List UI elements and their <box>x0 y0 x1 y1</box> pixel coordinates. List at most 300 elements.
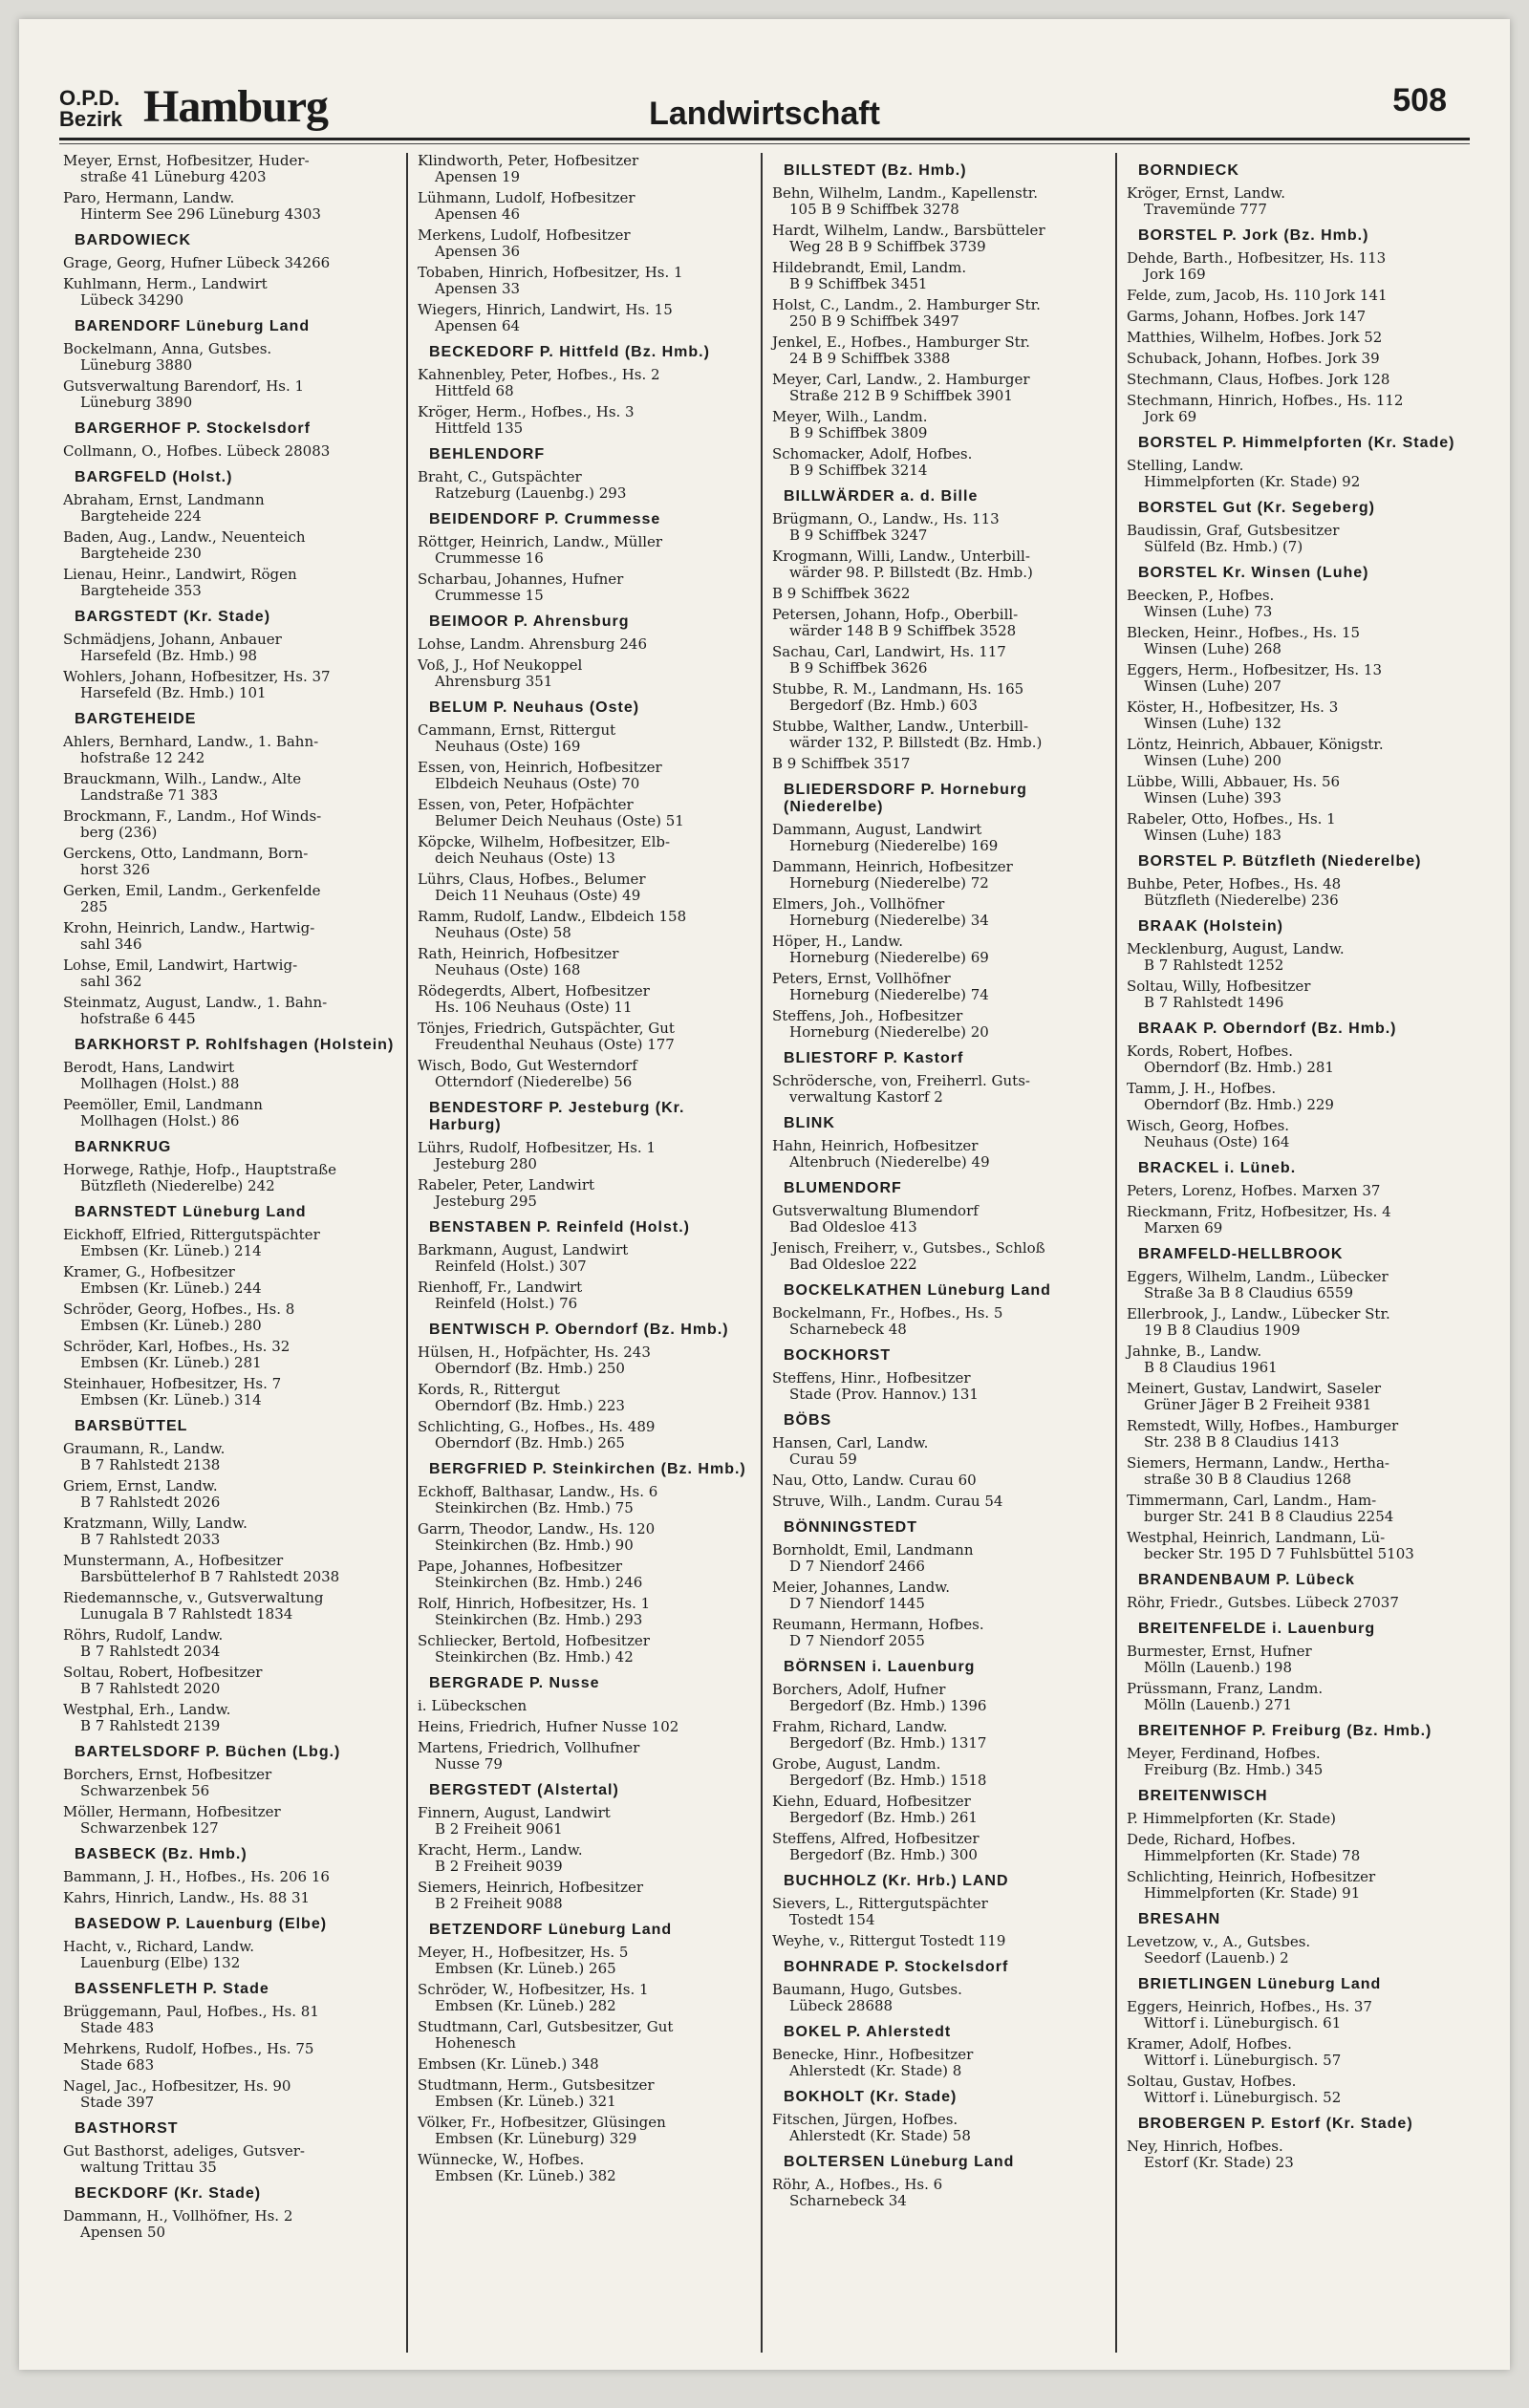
entry-name: Steffens, Alfred, Hofbesitzer <box>772 1830 980 1847</box>
entry-name: Stubbe, R. M., Landmann, Hs. 165 <box>772 680 1024 698</box>
list-item <box>418 1484 751 1516</box>
entry-detail: B 9 Schiffbek 3214 <box>789 462 928 479</box>
list-item <box>772 2047 1106 2079</box>
entry-detail: wärder 148 B 9 Schiffbek 3528 <box>789 622 1017 639</box>
entry-name: Scharbau, Johannes, Hufner <box>418 570 624 588</box>
entry-detail: Lübeck 34290 <box>80 291 184 309</box>
list-item <box>418 265 751 297</box>
place-heading: BARNKRUG <box>75 1139 172 1155</box>
entry-detail: 285 <box>80 898 108 915</box>
list-item <box>418 2115 751 2147</box>
entry-name: Stechmann, Claus, Hofbes. Jork 128 <box>1127 371 1390 388</box>
entry-name: Dede, Richard, Hofbes. <box>1127 1831 1296 1848</box>
list-item <box>418 2056 751 2073</box>
place-heading: BLUMENDORF <box>784 1180 902 1196</box>
entry-name: Steinmatz, August, Landw., 1. Bahn- <box>63 994 328 1011</box>
list-item <box>418 636 751 653</box>
place-heading: BEHLENDORF <box>429 446 546 462</box>
entry-name: Ellerbrook, J., Landw., Lübecker Str. <box>1127 1305 1390 1322</box>
entry-name: Kiehn, Eduard, Hofbesitzer <box>772 1793 971 1810</box>
list-item <box>1127 1306 1460 1339</box>
list-item <box>772 1138 1106 1171</box>
entry-name: Mecklenburg, August, Landw. <box>1127 940 1345 957</box>
entry-detail: Oberndorf (Bz. Hmb.) 223 <box>435 1397 625 1414</box>
entry-name: Gutsverwaltung Barendorf, Hs. 1 <box>63 377 305 395</box>
entry-name: Meyer, Wilh., Landm. <box>772 408 928 425</box>
entry-detail: Apensen 50 <box>80 2224 166 2241</box>
entry-name: Kramer, G., Hofbesitzer <box>63 1263 235 1280</box>
entry-name: Dammann, H., Vollhöfner, Hs. 2 <box>63 2207 293 2225</box>
place-heading: BRACKEL i. Lüneb. <box>1138 1160 1297 1176</box>
list-item <box>418 1805 751 1838</box>
list-item <box>1127 330 1460 346</box>
entry-detail: Embsen (Kr. Lüneb.) 282 <box>435 1997 616 2014</box>
list-item <box>63 341 397 374</box>
entry-name: Jahnke, B., Landw. <box>1127 1343 1262 1360</box>
list-item <box>1127 1269 1460 1301</box>
entry-detail: Apensen 19 <box>435 168 521 185</box>
list-item <box>63 1060 397 1092</box>
list-item <box>1127 185 1460 218</box>
list-item <box>418 1982 751 2014</box>
entry-detail: 250 B 9 Schiffbek 3497 <box>789 312 959 330</box>
entry-detail: Bargteheide 353 <box>80 582 202 599</box>
place-heading: BECKDORF (Kr. Stade) <box>75 2185 262 2202</box>
list-item <box>772 1494 1106 1510</box>
list-item <box>1127 309 1460 325</box>
entry-detail: Horneburg (Niederelbe) 20 <box>789 1023 989 1041</box>
entry-detail: Curau 59 <box>789 1451 857 1468</box>
entry-name: Klindworth, Peter, Hofbesitzer <box>418 153 639 169</box>
list-item <box>772 1580 1106 1612</box>
place-heading: BERGRADE P. Nusse <box>429 1675 600 1691</box>
entry-name: Eggers, Heinrich, Hofbes., Hs. 37 <box>1127 1998 1372 2015</box>
place-heading: BEIMOOR P. Ahrensburg <box>429 613 630 630</box>
entry-name: Kahrs, Hinrich, Landw., Hs. 88 31 <box>63 1889 311 1906</box>
entry-detail: Reinfeld (Holst.) 307 <box>435 1258 587 1275</box>
place-heading: BECKEDORF P. Hittfeld (Bz. Hmb.) <box>429 344 710 360</box>
list-item <box>772 1542 1106 1575</box>
entry-name: Völker, Fr., Hofbesitzer, Glüsingen <box>418 2114 666 2131</box>
list-item <box>418 1419 751 1451</box>
entry-detail: Ahlerstedt (Kr. Stade) 58 <box>789 2127 971 2144</box>
list-item <box>1127 662 1460 695</box>
entry-detail: Winsen (Luhe) 132 <box>1144 715 1281 732</box>
entry-detail: straße 41 Lüneburg 4203 <box>80 168 267 185</box>
entry-name: Schröder, Karl, Hofbes., Hs. 32 <box>63 1338 291 1355</box>
list-item <box>772 223 1106 255</box>
list-item <box>772 2112 1106 2144</box>
entry-name: Hansen, Carl, Landw. <box>772 1434 929 1451</box>
entry-name: Schröder, Georg, Hofbes., Hs. 8 <box>63 1301 295 1318</box>
entry-name: Wiegers, Hinrich, Landwirt, Hs. 15 <box>418 301 673 318</box>
entry-name: Meyer, Carl, Landw., 2. Hamburger <box>772 371 1030 388</box>
entry-detail: Embsen (Kr. Lüneb.) 314 <box>80 1391 262 1408</box>
entry-name: Essen, von, Peter, Hofpächter <box>418 796 634 813</box>
entry-name: Mehrkens, Rudolf, Hofbes., Hs. 75 <box>63 2040 314 2057</box>
place-heading: BORSTEL Kr. Winsen (Luhe) <box>1138 565 1369 581</box>
entry-name: Lohse, Landm. Ahrensburg 246 <box>418 635 648 653</box>
entry-name: Peemöller, Emil, Landmann <box>63 1096 263 1113</box>
list-item <box>772 681 1106 714</box>
entry-detail: Straße 212 B 9 Schiffbek 3901 <box>789 387 1013 404</box>
entry-detail: Estorf (Kr. Stade) 23 <box>1144 2154 1294 2171</box>
entry-name: Schliecker, Bertold, Hofbesitzer <box>418 1632 650 1649</box>
entry-detail: Lüneburg 3880 <box>80 356 193 374</box>
column-4 <box>1115 153 1470 2353</box>
list-item <box>63 1162 397 1194</box>
list-item <box>1127 2074 1460 2106</box>
entry-detail: Winsen (Luhe) 268 <box>1144 640 1281 657</box>
place-heading: BORSTEL P. Jork (Bz. Hmb.) <box>1138 227 1369 244</box>
list-item <box>418 190 751 223</box>
place-heading: BOCKHORST <box>784 1347 892 1364</box>
entry-name: Voß, J., Hof Neukoppel <box>418 656 583 674</box>
entry-detail: Jesteburg 280 <box>435 1155 537 1172</box>
entry-detail: Oberndorf (Bz. Hmb.) 265 <box>435 1434 625 1451</box>
entry-name: Petersen, Johann, Hofp., Oberbill- <box>772 606 1019 623</box>
entry-name: Meinert, Gustav, Landwirt, Saseler <box>1127 1380 1382 1397</box>
list-item <box>772 1982 1106 2014</box>
entry-name: Berodt, Hans, Landwirt <box>63 1059 235 1076</box>
list-item <box>772 1831 1106 1863</box>
entry-detail: wärder 98. P. Billstedt (Bz. Hmb.) <box>789 564 1033 581</box>
entry-name: Bammann, J. H., Hofbes., Hs. 206 16 <box>63 1868 330 1885</box>
list-item <box>772 1305 1106 1338</box>
entry-name: Schlichting, Heinrich, Hofbesitzer <box>1127 1868 1376 1885</box>
list-item <box>63 1804 397 1837</box>
entry-name: Pape, Johannes, Hofbesitzer <box>418 1558 623 1575</box>
entry-name: Soltau, Willy, Hofbesitzer <box>1127 978 1311 995</box>
list-item <box>63 808 397 841</box>
entry-name: i. Lübeckschen <box>418 1697 528 1714</box>
entry-detail: Harsefeld (Bz. Hmb.) 98 <box>80 647 258 664</box>
entry-name: Matthies, Wilhelm, Hofbes. Jork 52 <box>1127 329 1383 346</box>
entry-detail: B 2 Freiheit 9088 <box>435 1895 563 1912</box>
entry-detail: Stade (Prov. Hannov.) 131 <box>789 1386 979 1403</box>
entry-detail: Travemünde 777 <box>1144 201 1267 218</box>
entry-name: Kords, Robert, Hofbes. <box>1127 1043 1293 1060</box>
list-item <box>418 871 751 904</box>
list-item <box>772 1617 1106 1649</box>
list-item <box>772 1473 1106 1489</box>
list-item <box>1127 1204 1460 1236</box>
list-item <box>1127 1746 1460 1778</box>
entry-name: Rienhoff, Fr., Landwirt <box>418 1279 583 1296</box>
list-item <box>1127 1381 1460 1413</box>
entry-name: Steffens, Joh., Hofbesitzer <box>772 1007 963 1024</box>
entry-detail: Himmelpforten (Kr. Stade) 92 <box>1144 473 1361 490</box>
entry-name: Weyhe, v., Rittergut Tostedt 119 <box>772 1932 1006 1949</box>
list-item <box>1127 1344 1460 1376</box>
entry-detail: Stade 483 <box>80 2019 155 2036</box>
entry-name: Borchers, Adolf, Hufner <box>772 1681 946 1698</box>
entry-name: Röhr, Friedr., Gutsbes. Lübeck 27037 <box>1127 1594 1399 1611</box>
place-heading: BASSENFLETH P. Stade <box>75 1981 269 1997</box>
entry-name: Behn, Wilhelm, Landm., Kapellenstr. <box>772 184 1039 202</box>
entry-detail: 19 B 8 Claudius 1909 <box>1144 1322 1301 1339</box>
list-item <box>63 567 397 599</box>
list-item <box>63 2004 397 2036</box>
list-item <box>418 404 751 437</box>
list-item <box>63 957 397 990</box>
list-item <box>418 2019 751 2052</box>
entry-name: Rieckmann, Fritz, Hofbesitzer, Hs. 4 <box>1127 1203 1391 1220</box>
list-item <box>772 756 1106 772</box>
entry-name: Griem, Ernst, Landw. <box>63 1477 218 1494</box>
entry-name: Embsen (Kr. Lüneb.) 348 <box>418 2055 599 2073</box>
entry-detail: B 9 Schiffbek 3247 <box>789 527 928 544</box>
place-heading: BARSBÜTTEL <box>75 1418 188 1434</box>
entry-detail: Winsen (Luhe) 200 <box>1144 752 1281 769</box>
entry-detail: Horneburg (Niederelbe) 72 <box>789 874 989 892</box>
entry-detail: Bergedorf (Bz. Hmb.) 261 <box>789 1809 978 1826</box>
list-item <box>63 1767 397 1799</box>
entry-name: Meyer, H., Hofbesitzer, Hs. 5 <box>418 1944 629 1961</box>
place-heading: BRIETLINGEN Lüneburg Land <box>1138 1976 1382 1992</box>
list-item <box>418 1521 751 1554</box>
entry-detail: Steinkirchen (Bz. Hmb.) 75 <box>435 1499 634 1516</box>
entry-name: B 9 Schiffbek 3622 <box>772 585 911 602</box>
entry-detail: Elbdeich Neuhaus (Oste) 70 <box>435 775 640 792</box>
column-1 <box>59 153 406 2353</box>
entry-name: Garrn, Theodor, Landw., Hs. 120 <box>418 1520 656 1537</box>
entry-name: Elmers, Joh., Vollhöfner <box>772 895 945 913</box>
entry-name: Schrödersche, von, Freiherrl. Guts- <box>772 1072 1030 1089</box>
list-item <box>1127 372 1460 388</box>
entry-detail: B 7 Rahlstedt 2139 <box>80 1717 221 1734</box>
entry-name: Braht, C., Gutspächter <box>418 468 582 485</box>
entry-detail: Mölln (Lauenb.) 271 <box>1144 1696 1292 1713</box>
entry-name: Buhbe, Peter, Hofbes., Hs. 48 <box>1127 875 1342 892</box>
list-item <box>1127 941 1460 974</box>
entry-detail: Bergedorf (Bz. Hmb.) 1317 <box>789 1734 987 1752</box>
place-heading: BARTELSDORF P. Büchen (Lbg.) <box>75 1744 341 1760</box>
place-heading: BUCHHOLZ (Kr. Hrb.) LAND <box>784 1873 1009 1889</box>
list-item <box>1127 811 1460 844</box>
place-heading: BERGFRIED P. Steinkirchen (Bz. Hmb.) <box>429 1461 746 1477</box>
list-item <box>772 297 1106 330</box>
list-item <box>1127 1493 1460 1525</box>
place-heading: BELUM P. Neuhaus (Oste) <box>429 699 640 716</box>
entry-detail: straße 30 B 8 Claudius 1268 <box>1144 1471 1352 1488</box>
entry-detail: B 7 Rahlstedt 1252 <box>1144 957 1284 974</box>
entry-detail: Neuhaus (Oste) 58 <box>435 924 571 941</box>
entry-detail: Embsen (Kr. Lüneb.) 280 <box>80 1317 262 1334</box>
list-item <box>418 469 751 502</box>
header-rule <box>59 138 1470 140</box>
list-item <box>1127 1043 1460 1076</box>
list-item <box>1127 1418 1460 1451</box>
entry-detail: Winsen (Luhe) 73 <box>1144 603 1273 620</box>
list-item <box>772 1719 1106 1752</box>
entry-detail: Embsen (Kr. Lüneburg) 329 <box>435 2130 637 2147</box>
entry-name: Löntz, Heinrich, Abbauer, Königstr. <box>1127 736 1384 753</box>
entry-name: Siemers, Heinrich, Hofbesitzer <box>418 1879 644 1896</box>
entry-name: Kratzmann, Willy, Landw. <box>63 1515 248 1532</box>
list-item <box>1127 458 1460 490</box>
entry-name: Stubbe, Walther, Landw., Unterbill- <box>772 718 1029 735</box>
entry-detail: Str. 238 B 8 Claudius 1413 <box>1144 1433 1340 1451</box>
entry-name: Levetzow, v., A., Gutsbes. <box>1127 1933 1311 1950</box>
list-item <box>63 1553 397 1585</box>
place-heading: BARDOWIECK <box>75 232 191 248</box>
entry-detail: Scharnebeck 34 <box>789 2192 907 2209</box>
entry-name: Kramer, Adolf, Hofbes. <box>1127 2035 1292 2053</box>
list-item <box>63 1339 397 1371</box>
entry-name: Essen, von, Heinrich, Hofbesitzer <box>418 759 662 776</box>
place-heading: BREITENWISCH <box>1138 1788 1268 1804</box>
entry-name: Rath, Heinrich, Hofbesitzer <box>418 945 619 962</box>
entry-detail: Stade 397 <box>80 2094 155 2111</box>
list-item <box>1127 1811 1460 1827</box>
entry-detail: Marxen 69 <box>1144 1219 1223 1236</box>
entry-detail: Winsen (Luhe) 393 <box>1144 789 1281 806</box>
list-item <box>772 971 1106 1003</box>
entry-name: Tobaben, Hinrich, Hofbesitzer, Hs. 1 <box>418 264 683 281</box>
list-item <box>63 2078 397 2111</box>
entry-name: Wisch, Georg, Hofbes. <box>1127 1117 1290 1134</box>
list-item <box>63 632 397 664</box>
entry-detail: Belumer Deich Neuhaus (Oste) 51 <box>435 812 684 829</box>
entry-name: Dammann, Heinrich, Hofbesitzer <box>772 858 1013 875</box>
place-heading: BORSTEL Gut (Kr. Segeberg) <box>1138 500 1375 516</box>
entry-detail: B 9 Schiffbek 3451 <box>789 275 928 292</box>
entry-detail: Straße 3a B 8 Claudius 6559 <box>1144 1284 1354 1301</box>
place-heading: BENTWISCH P. Oberndorf (Bz. Hmb.) <box>429 1322 729 1338</box>
place-heading: BROBERGEN P. Estorf (Kr. Stade) <box>1138 2116 1413 2132</box>
list-item <box>418 367 751 399</box>
list-item <box>63 669 397 701</box>
list-item <box>63 378 397 411</box>
entry-name: Kahnenbley, Peter, Hofbes., Hs. 2 <box>418 366 660 383</box>
list-item <box>63 846 397 878</box>
list-item <box>418 1382 751 1414</box>
entry-name: Timmermann, Carl, Landm., Ham- <box>1127 1492 1377 1509</box>
entry-name: Brügmann, O., Landw., Hs. 113 <box>772 510 1000 527</box>
place-heading: BORSTEL P. Bützfleth (Niederelbe) <box>1138 853 1422 870</box>
list-item <box>772 185 1106 218</box>
place-heading: BARNSTEDT Lüneburg Land <box>75 1204 307 1220</box>
entry-name: Sievers, L., Rittergutspächter <box>772 1895 988 1912</box>
entry-name: Graumann, R., Landw. <box>63 1440 226 1457</box>
header-rule-thin <box>59 143 1470 144</box>
entry-detail: Embsen (Kr. Lüneb.) 244 <box>80 1279 262 1297</box>
entry-detail: Embsen (Kr. Lüneb.) 382 <box>435 2167 616 2184</box>
entry-name: Dehde, Barth., Hofbesitzer, Hs. 113 <box>1127 249 1387 267</box>
list-item <box>63 2143 397 2176</box>
list-item <box>63 1869 397 1885</box>
entry-detail: D 7 Niendorf 2055 <box>789 1632 925 1649</box>
list-item <box>418 1945 751 1977</box>
entry-detail: Jork 169 <box>1144 266 1206 283</box>
entry-detail: Lübeck 28688 <box>789 1997 894 2014</box>
entry-name: Peters, Lorenz, Hofbes. Marxen 37 <box>1127 1182 1381 1199</box>
list-item <box>418 1177 751 1210</box>
list-item <box>772 822 1106 854</box>
list-item <box>418 1698 751 1714</box>
place-heading: BOKHOLT (Kr. Stade) <box>784 2089 958 2105</box>
entry-detail: Bützfleth (Niederelbe) 236 <box>1144 892 1339 909</box>
entry-detail: Freiburg (Bz. Hmb.) 345 <box>1144 1761 1324 1778</box>
entry-detail: 105 B 9 Schiffbek 3278 <box>789 201 959 218</box>
entry-detail: Apensen 33 <box>435 280 521 297</box>
entry-name: Lienau, Heinr., Landwirt, Rögen <box>63 566 297 583</box>
entry-name: Blecken, Heinr., Hofbes., Hs. 15 <box>1127 624 1361 641</box>
entry-name: Kracht, Herm., Landw. <box>418 1841 583 1859</box>
list-item <box>772 859 1106 892</box>
entry-name: Meyer, Ernst, Hofbesitzer, Huder- <box>63 153 310 169</box>
list-item <box>63 1939 397 1971</box>
page-header <box>59 73 1470 140</box>
list-item <box>1127 250 1460 283</box>
entry-name: Siemers, Hermann, Landw., Hertha- <box>1127 1454 1389 1472</box>
entry-name: Schlichting, G., Hofbes., Hs. 489 <box>418 1418 656 1435</box>
entry-detail: sahl 346 <box>80 935 142 953</box>
entry-name: Westphal, Heinrich, Landmann, Lü- <box>1127 1529 1386 1546</box>
entry-detail: Horneburg (Niederelbe) 69 <box>789 949 989 966</box>
entry-detail: Bad Oldesloe 222 <box>789 1256 917 1273</box>
place-heading: BILLSTEDT (Bz. Hmb.) <box>784 162 967 179</box>
entry-detail: Scharnebeck 48 <box>789 1321 907 1338</box>
entry-detail: Steinkirchen (Bz. Hmb.) 42 <box>435 1648 634 1666</box>
entry-name: Meier, Johannes, Landw. <box>772 1579 951 1596</box>
list-item <box>418 909 751 941</box>
entry-detail: Hohenesch <box>435 2034 516 2052</box>
list-item <box>772 334 1106 367</box>
entry-detail: Harsefeld (Bz. Hmb.) 101 <box>80 684 267 701</box>
list-item <box>63 1097 397 1129</box>
entry-detail: Apensen 46 <box>435 205 521 223</box>
entry-name: Abraham, Ernst, Landmann <box>63 491 265 508</box>
entry-detail: Hittfeld 68 <box>435 382 514 399</box>
entry-name: Sachau, Carl, Landwirt, Hs. 117 <box>772 643 1006 660</box>
entry-detail: Neuhaus (Oste) 168 <box>435 961 581 978</box>
list-item <box>772 1933 1106 1949</box>
list-item <box>1127 737 1460 769</box>
entry-detail: hofstraße 12 242 <box>80 749 205 766</box>
entry-detail: D 7 Niendorf 2466 <box>789 1558 925 1575</box>
entry-name: Riedemannsche, v., Gutsverwaltung <box>63 1589 324 1606</box>
entry-detail: Nusse 79 <box>435 1755 503 1773</box>
opd-label: O.P.D. Bezirk <box>59 86 123 131</box>
entry-name: Lührs, Claus, Hofbes., Belumer <box>418 871 646 888</box>
entry-name: Köpcke, Wilhelm, Hofbesitzer, Elb- <box>418 833 671 850</box>
list-item <box>63 1441 397 1473</box>
list-item <box>772 896 1106 929</box>
entry-name: Röhrs, Rudolf, Landw. <box>63 1626 224 1644</box>
entry-detail: Oberndorf (Bz. Hmb.) 250 <box>435 1360 625 1377</box>
entry-name: Lührs, Rudolf, Hofbesitzer, Hs. 1 <box>418 1139 656 1156</box>
section-title: Landwirtschaft <box>649 96 880 132</box>
entry-name: Martens, Friedrich, Vollhufner <box>418 1739 640 1756</box>
entry-detail: Bargteheide 230 <box>80 545 202 562</box>
entry-detail: Ahrensburg 351 <box>435 673 553 690</box>
list-item <box>63 1702 397 1734</box>
entry-detail: Landstraße 71 383 <box>80 786 219 804</box>
entry-name: Remstedt, Willy, Hofbes., Hamburger <box>1127 1417 1399 1434</box>
entry-name: Köster, H., Hofbesitzer, Hs. 3 <box>1127 699 1339 716</box>
entry-detail: Steinkirchen (Bz. Hmb.) 293 <box>435 1611 643 1628</box>
entry-name: Hardt, Wilhelm, Landw., Barsbütteler <box>772 222 1045 239</box>
entry-detail: Hs. 106 Neuhaus (Oste) 11 <box>435 999 633 1016</box>
list-item <box>1127 588 1460 620</box>
entry-detail: burger Str. 241 B 8 Claudius 2254 <box>1144 1508 1394 1525</box>
entry-name: Wünnecke, W., Hofbes. <box>418 2151 585 2168</box>
place-heading: BLINK <box>784 1115 835 1131</box>
entry-name: Stechmann, Hinrich, Hofbes., Hs. 112 <box>1127 392 1404 409</box>
column-2 <box>406 153 761 2353</box>
